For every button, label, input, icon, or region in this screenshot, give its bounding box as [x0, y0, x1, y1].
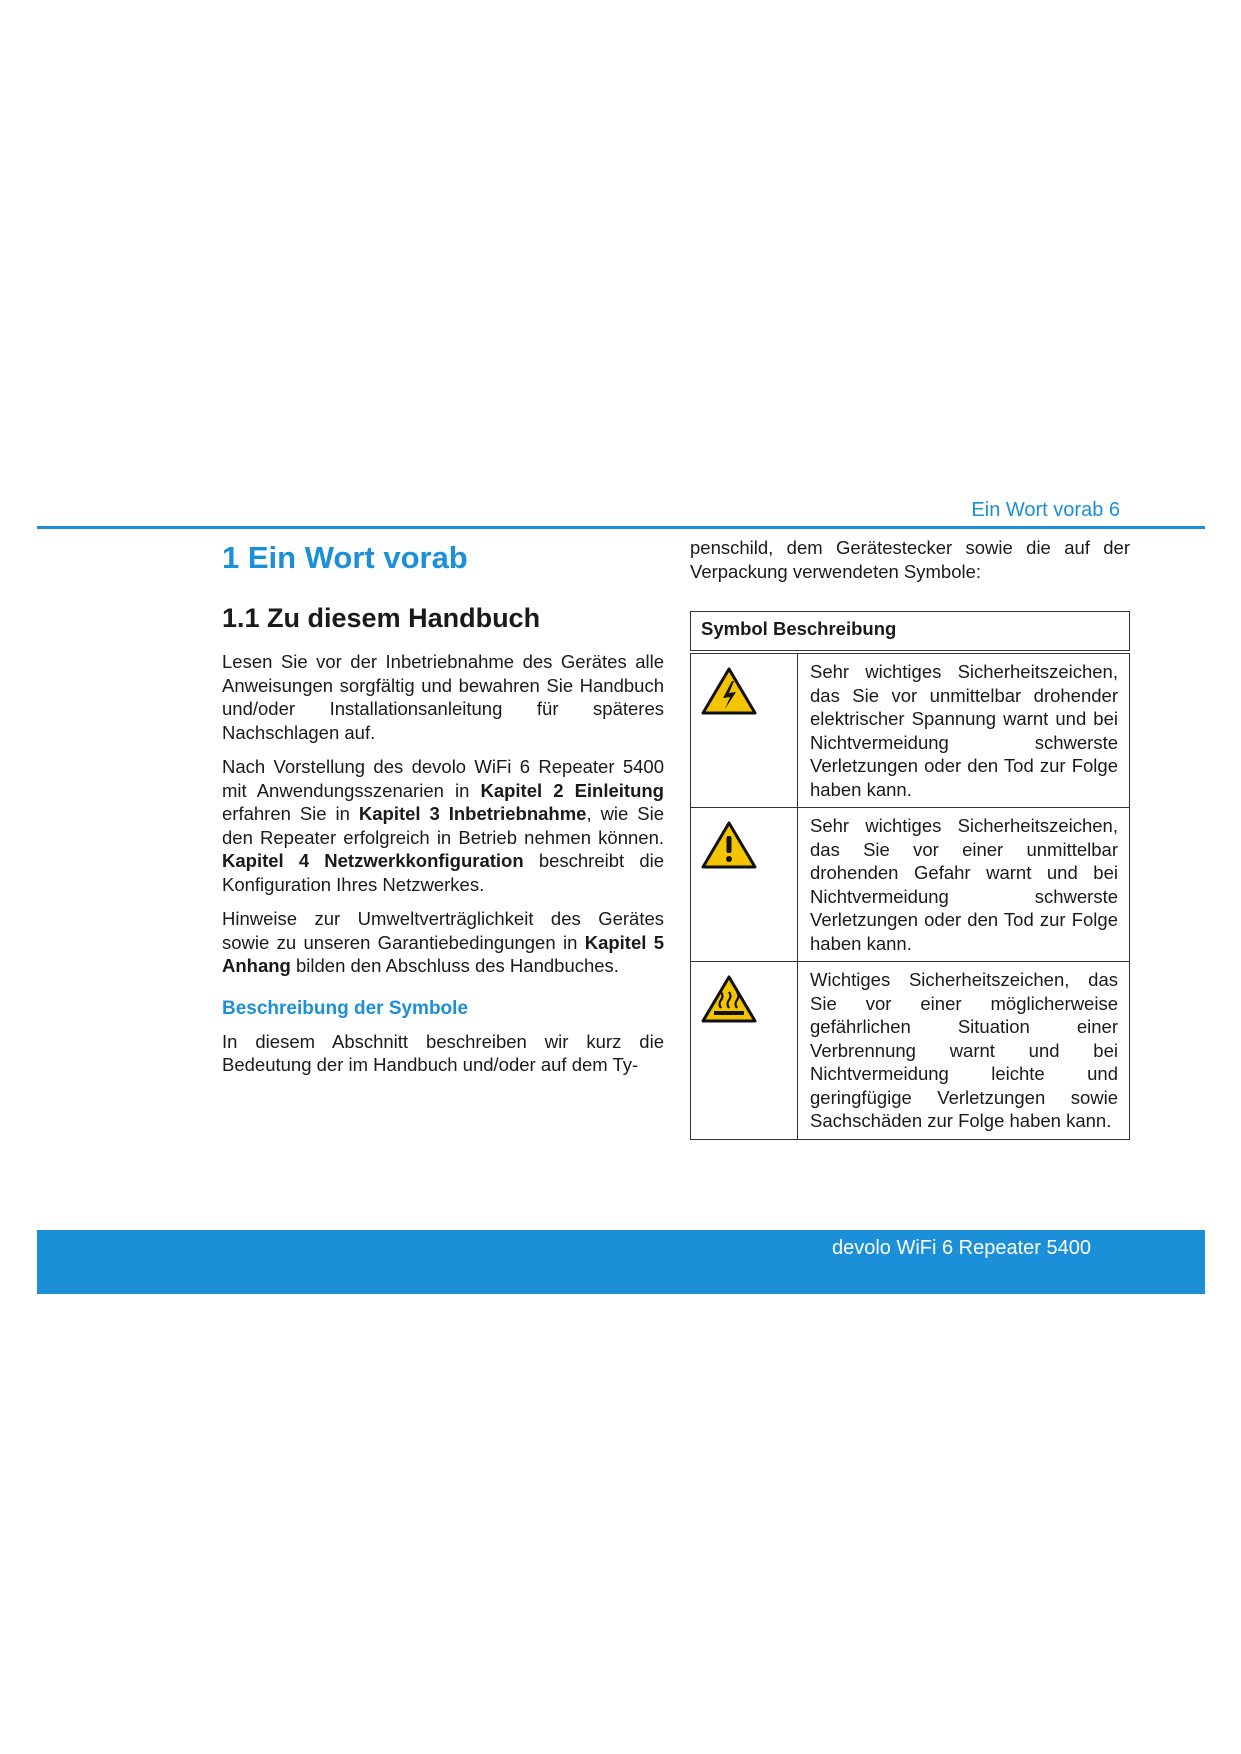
table-row [691, 652, 1130, 808]
symbol-table [690, 611, 1130, 1140]
electric-hazard-icon [701, 666, 757, 716]
paragraph-appendix [222, 907, 664, 978]
table-row [691, 962, 1130, 1140]
paragraph-symbols-intro: In diesem Abschnitt beschreiben wir kurz die Bedeutung der im Handbuch und/oder auf dem Ty- [222, 1030, 664, 1075]
general-warning-icon [701, 820, 757, 870]
table-row [691, 808, 1130, 962]
symbols-subheading: Beschreibung der Symbole [222, 997, 469, 1019]
chapter-ref-3: Kapitel 3 Inbetriebnahme [358, 803, 587, 824]
footer-product-name: devolo WiFi 6 Repeater 5400 [831, 1237, 1091, 1259]
symbol-cell [691, 808, 798, 962]
chapter-ref-5: Kapitel 5 Anhang [222, 931, 665, 976]
chapter-ref-2: Kapitel 2 Einleitung [480, 779, 664, 801]
paragraph-chapters [222, 755, 664, 896]
text-run: Nach Vorstellung des devolo WiFi 6 Repeater 5400 mit Anwendungsszenarien in [222, 756, 664, 801]
text-run: bilden den Abschluss des Handbuches. [290, 955, 619, 976]
text-run: , wie Sie den Repeater erfolgreich in Betrieb nehmen können. [222, 803, 665, 848]
text-run: beschreibt die Konfiguration Ihres Netzwerkes. [222, 850, 665, 895]
table-header-row [691, 612, 1130, 653]
symbol-cell [691, 962, 798, 1140]
chapter-title: 1 Ein Wort vorab [222, 540, 468, 575]
running-header: Ein Wort vorab 6 [971, 499, 1120, 521]
section-title: 1.1 Zu diesem Handbuch [222, 603, 541, 633]
header-rule [37, 526, 1205, 529]
right-column [690, 536, 1130, 1140]
description-cell: Sehr wichtiges Sicherheitszeichen, das Sie vor einer unmittelbar drohenden Gefahr warnt und bei Nichtvermeidung schwerste Verletzungen oder den Tod zur Folge haben kann. [798, 808, 1130, 962]
text-run: erfahren Sie in [222, 803, 359, 824]
paragraph-intro: Lesen Sie vor der Inbetriebnahme des Gerätes alle Anweisungen sorgfältig und bewahren Sie Handbuch und/oder Installationsanleitung für späteres Nachschlagen auf. [222, 651, 664, 743]
paragraph-symbols-cont: penschild, dem Gerätestecker sowie die auf der Verpackung verwendeten Symbole: [690, 537, 1130, 582]
hot-surface-icon [701, 974, 757, 1024]
chapter-ref-4: Kapitel 4 Netzwerkkonfiguration [222, 850, 524, 871]
description-cell: Wichtiges Sicherheitszeichen, das Sie vor einer möglicherweise gefährlichen Situation einer Verbrennung warnt und bei Nichtvermeidung leichte und geringfügige Verletzungen sowie Sachschäden zur Folge haben kann. [798, 962, 1130, 1140]
text-run: Hinweise zur Umweltverträglichkeit des Gerätes sowie zu unseren Garantiebedingungen in [222, 908, 664, 953]
symbol-cell [691, 652, 798, 808]
left-column [222, 532, 664, 1088]
table-header: Symbol Beschreibung [691, 612, 1130, 653]
description-cell: Sehr wichtiges Sicherheitszeichen, das Sie vor unmittelbar drohender elektrischer Spannung warnt und bei Nichtvermeidung schwerste Verletzungen oder den Tod zur Folge haben kann. [798, 652, 1130, 808]
footer-band [37, 1230, 1205, 1294]
